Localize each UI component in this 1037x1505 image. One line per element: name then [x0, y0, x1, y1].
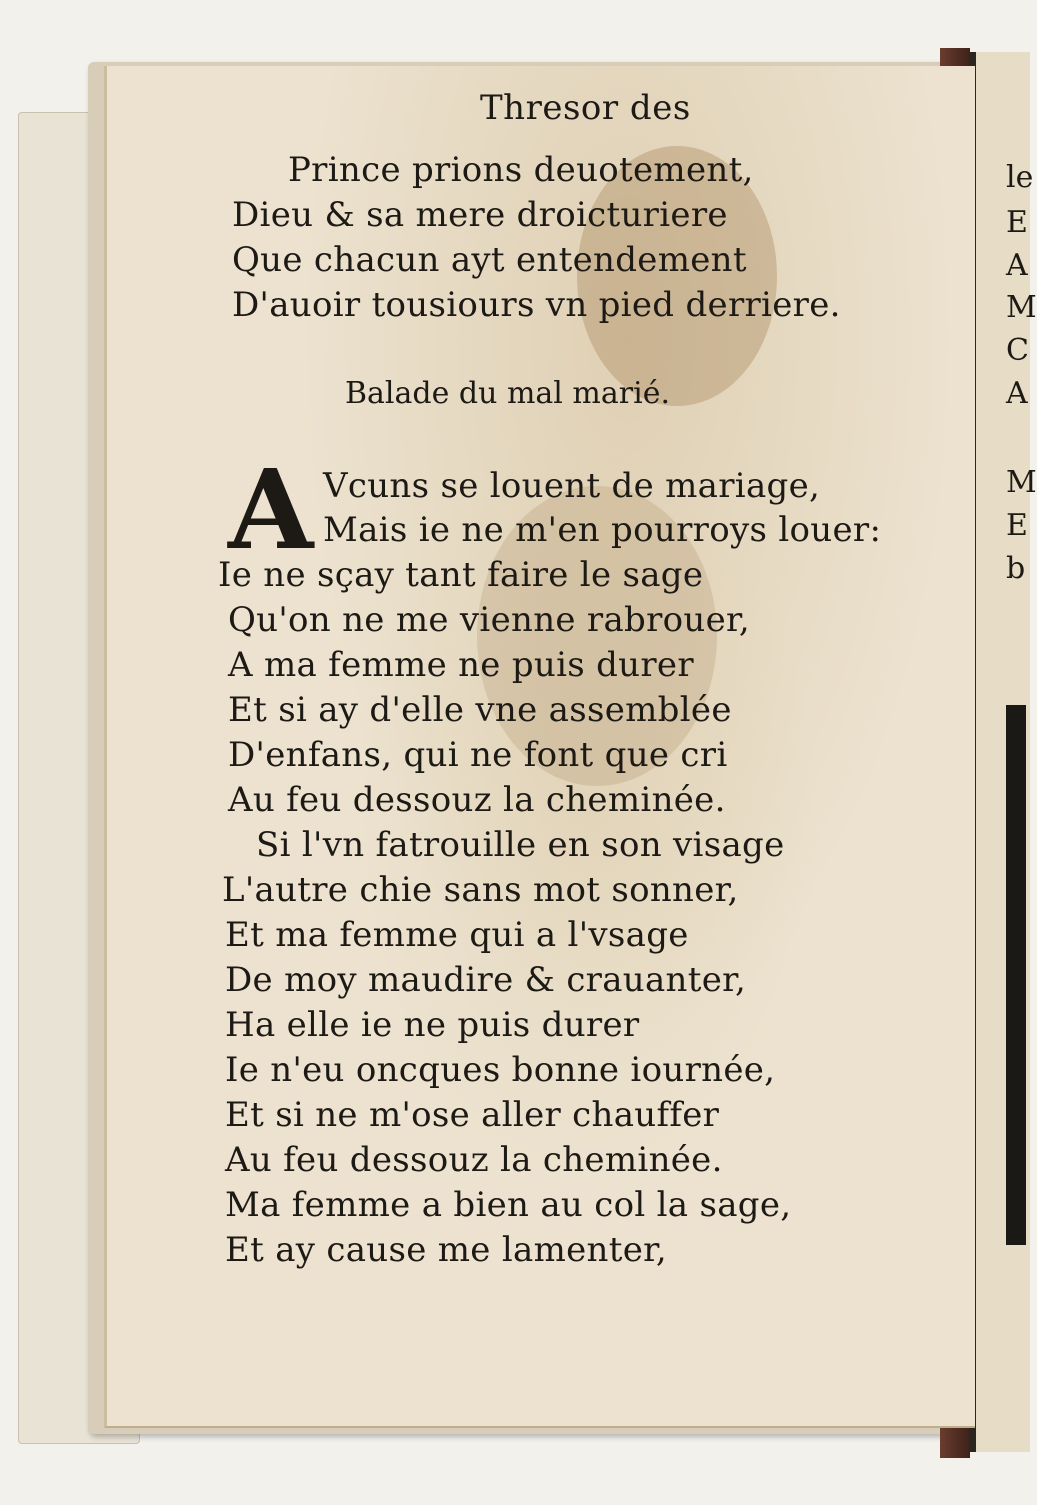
text-line: Ie ne sçay tant faire le sage — [218, 555, 704, 595]
text-line: Mais ie ne m'en pourroys louer: — [323, 510, 882, 550]
right-page-letter: E — [1006, 205, 1028, 240]
text-line: Si l'vn fatrouille en son visage — [256, 825, 785, 865]
text-line: Vcuns se louent de mariage, — [323, 466, 821, 506]
text-line: A ma femme ne puis durer — [228, 645, 694, 685]
right-page-letter: M — [1006, 290, 1037, 325]
woodcut-illustration — [1006, 705, 1026, 1245]
right-page-letter: A — [1006, 376, 1028, 411]
text-line: Ie n'eu oncques bonne iournée, — [225, 1050, 776, 1090]
right-page-letter: b — [1006, 551, 1026, 586]
text-line: Ha elle ie ne puis durer — [225, 1005, 640, 1045]
text-line: Au feu dessouz la cheminée. — [225, 1140, 723, 1180]
right-page-letter: E — [1006, 508, 1028, 543]
right-page-letter: C — [1006, 333, 1029, 368]
text-line: D'enfans, qui ne font que cri — [228, 735, 728, 775]
text-line: Au feu dessouz la cheminée. — [228, 780, 726, 820]
running-header: Thresor des — [480, 88, 691, 128]
right-page-letter: le — [1006, 160, 1034, 195]
text-line: De moy maudire & crauanter, — [225, 960, 747, 1000]
text-line: Ma femme a bien au col la sage, — [225, 1185, 792, 1225]
drop-cap: A — [228, 445, 314, 574]
text-line: Et si ay d'elle vne assemblée — [228, 690, 732, 730]
ballad-title: Balade du mal marié. — [345, 376, 670, 411]
text-line: Prince prions deuotement, — [288, 150, 754, 190]
text-line: Et ay cause me lamenter, — [225, 1230, 668, 1270]
right-page-letter: A — [1006, 248, 1028, 283]
right-page-letter: M — [1006, 465, 1037, 500]
text-line: D'auoir tousiours vn pied derriere. — [232, 285, 841, 325]
text-line: Dieu & sa mere droicturiere — [232, 195, 728, 235]
text-line: Et ma femme qui a l'vsage — [225, 915, 689, 955]
text-line: L'autre chie sans mot sonner, — [222, 870, 739, 910]
text-line: Et si ne m'ose aller chauffer — [225, 1095, 720, 1135]
text-line: Qu'on ne me vienne rabrouer, — [228, 600, 750, 640]
text-line: Que chacun ayt entendement — [232, 240, 747, 280]
